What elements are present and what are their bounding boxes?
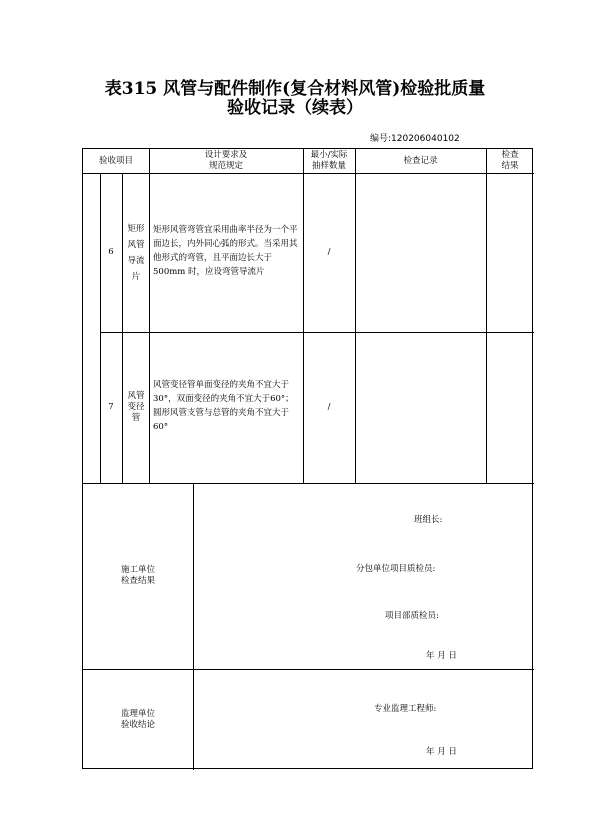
supervision-label-l2: 验收结论 xyxy=(120,719,155,730)
row6-number: 6 xyxy=(108,247,114,257)
row7-record[interactable] xyxy=(356,333,485,482)
header-sample-l1: 最小/实际 xyxy=(310,150,348,160)
row7-number: 7 xyxy=(108,402,114,412)
construction-label xyxy=(83,483,193,669)
row7-name: 风管变径管 xyxy=(127,391,145,423)
row6-sample: / xyxy=(327,247,331,257)
supervision-label-l1: 监理单位 xyxy=(120,708,155,719)
header-item: 验收项目 xyxy=(98,155,133,166)
row7-sample: / xyxy=(327,402,331,412)
form-code: 编号:120206040102 xyxy=(370,134,460,144)
row6-result[interactable] xyxy=(487,174,533,331)
inspection-table xyxy=(82,148,533,769)
col-divider xyxy=(193,483,194,770)
subcontractor-inspector-label: 分包单位项目质检员: xyxy=(356,564,436,574)
col-divider xyxy=(149,149,150,483)
col-divider xyxy=(122,173,123,483)
header-result-l1: 检查 xyxy=(501,150,519,160)
row6-requirement: 矩形风管弯管宜采用曲率半径为一个平面边长，内外同心弧的形式。当采用其他形式的弯管，且平面边长大于500mm 时，应设弯管导流片 xyxy=(153,225,298,277)
supervision-date: 年 月 日 xyxy=(426,747,457,757)
construction-date: 年 月 日 xyxy=(426,651,457,661)
team-leader-label: 班组长: xyxy=(414,515,443,525)
header-sample-l2: 抽样数量 xyxy=(311,161,346,171)
project-inspector-label: 项目部质检员: xyxy=(385,611,439,621)
header-design-req-l1: 设计要求及 xyxy=(204,150,248,160)
header-sample xyxy=(303,149,355,173)
construction-label-l1: 施工单位 xyxy=(120,565,155,575)
header-design-req-l2: 规范规定 xyxy=(208,161,243,171)
header-result-l2: 结果 xyxy=(501,161,519,171)
row7-result[interactable] xyxy=(487,333,533,482)
header-design-req xyxy=(149,149,303,173)
construction-label-l2: 检查结果 xyxy=(120,576,155,586)
supervision-label xyxy=(83,669,193,770)
header-result xyxy=(486,149,534,173)
row6-record[interactable] xyxy=(356,174,485,331)
row7-requirement: 风管变径管单面变径的夹角不宜大于30°，双面变径的夹角不宜大于60°；圆形风管支管与总管的夹角不宜大于60° xyxy=(153,380,294,432)
row6-name: 矩形风管导流片 xyxy=(127,223,145,282)
supervision-engineer-label: 专业监理工程师: xyxy=(374,704,437,714)
form-title-line2: 验收记录（续表） xyxy=(227,98,363,118)
header-record: 检查记录 xyxy=(403,155,438,166)
form-title-line1: 表315 风管与配件制作(复合材料风管)检验批质量 xyxy=(104,79,486,99)
